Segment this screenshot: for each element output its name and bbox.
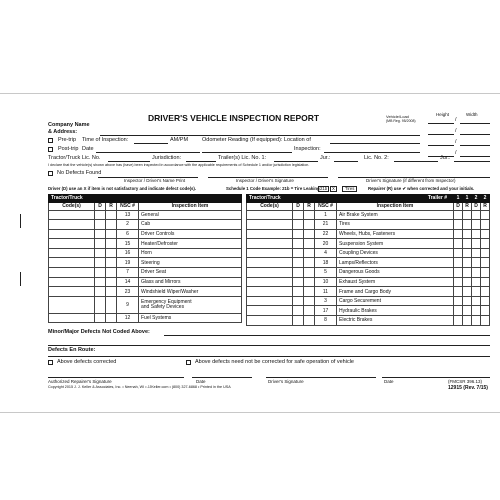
col-nsc: NSC # [315, 202, 337, 210]
nsc-cell: 14 [117, 277, 139, 287]
trailer1-driver-cell[interactable] [454, 306, 463, 316]
inspection-item-line2: and Safety Devices [141, 303, 185, 310]
inspection-item-cell: Windshield Wiper/Washer [139, 287, 242, 297]
driver-mark-cell[interactable] [95, 220, 106, 230]
inspection-item-cell: General [139, 210, 242, 220]
col-item: Inspection Item [337, 202, 454, 210]
trailer1-driver-cell[interactable] [454, 316, 463, 326]
nsc-cell: 1 [315, 210, 337, 220]
repairer-mark-cell[interactable] [304, 239, 315, 249]
width-label: Width [466, 112, 478, 117]
defects-en-route-label: Defects En Route: [48, 347, 96, 353]
pre-trip-label: Pre-trip [58, 137, 77, 143]
trailer1-driver-cell[interactable] [454, 220, 463, 230]
trailer2-repairer-cell[interactable] [481, 268, 490, 278]
inspection-item-cell: Horn [139, 248, 242, 258]
code-cell[interactable] [247, 287, 293, 297]
trailer1-driver-cell[interactable] [454, 287, 463, 297]
nsc-cell: 13 [117, 210, 139, 220]
inspection-item-cell: Cargo Securement [337, 296, 454, 306]
jurisdiction-field[interactable] [186, 161, 216, 162]
table-row [49, 210, 242, 220]
no-defects-checkbox[interactable] [48, 171, 53, 176]
col-codes: Code(s) [49, 202, 95, 210]
trailer2-driver-cell[interactable] [472, 277, 481, 287]
code-cell[interactable] [247, 258, 293, 268]
nsc-cell: 2 [117, 220, 139, 230]
driver-mark-cell[interactable] [95, 258, 106, 268]
table-row [247, 239, 490, 249]
col-trailer1-d: D [454, 202, 463, 210]
table-row [49, 277, 242, 287]
driver-mark-cell[interactable] [293, 277, 304, 287]
table-row [247, 287, 490, 297]
nsc-cell: 3 [315, 296, 337, 306]
lic-no-2-label: Lic. No. 2: [364, 155, 389, 161]
tractor-lic-label: Tractor/Truck Lic. No. [48, 155, 101, 161]
col-codes: Code(s) [247, 202, 293, 210]
inspection-item-cell: Air Brake System [337, 210, 454, 220]
nsc-cell: 10 [315, 277, 337, 287]
slash: / [455, 117, 457, 123]
code-cell[interactable] [247, 306, 293, 316]
repairer-mark-cell[interactable] [106, 313, 117, 323]
table-row [247, 268, 490, 278]
nsc-cell: 8 [315, 316, 337, 326]
repairer-mark-cell[interactable] [106, 239, 117, 249]
right-band-left: Tractor/Truck [249, 195, 281, 202]
trailer2-repairer-cell[interactable] [481, 316, 490, 326]
width-field-2[interactable] [460, 134, 490, 135]
lic-no-2-field[interactable] [394, 161, 438, 162]
jur-field[interactable] [334, 161, 358, 162]
repairer-mark-cell[interactable] [106, 248, 117, 258]
trailer1-repairer-cell[interactable] [463, 210, 472, 220]
minor-major-field-1[interactable] [164, 335, 490, 336]
bound-tick [20, 272, 21, 286]
copyright-text: Copyright 2015 J. J. Keller & Associates, Inc. • Neenah, WI • JJKeller.com • (800) 327-6868 • Printed in the USA [48, 385, 231, 389]
code-cell[interactable] [247, 220, 293, 230]
driver-mark-cell[interactable] [293, 258, 304, 268]
nsc-cell: 21 [315, 220, 337, 230]
trailer-num: 2 [472, 195, 481, 203]
width-field-4[interactable] [460, 156, 490, 157]
trailer1-repairer-cell[interactable] [463, 239, 472, 249]
col-trailer1-r: R [463, 202, 472, 210]
code-cell[interactable] [49, 287, 95, 297]
driver-mark-cell[interactable] [95, 248, 106, 258]
driver-mark-cell[interactable] [95, 239, 106, 249]
date-field-1[interactable] [192, 377, 252, 378]
time-of-inspection-label: Time of Inspection: [82, 137, 129, 143]
driver-mark-cell[interactable] [293, 306, 304, 316]
trailer-num: 1 [463, 195, 472, 203]
nsc-cell: 22 [315, 229, 337, 239]
nsc-cell: 23 [117, 287, 139, 297]
above-not-corrected-label: Above defects need not be corrected for safe operation of vehicle [195, 359, 354, 365]
nsc-cell: 15 [117, 239, 139, 249]
trailer-label: Trailer # [427, 195, 447, 202]
jur-field-2[interactable] [454, 161, 490, 162]
code-cell[interactable] [49, 268, 95, 278]
nsc-cell: 18 [315, 258, 337, 268]
trailer-lic-1-field[interactable] [274, 161, 318, 162]
driver-signature-bottom-field[interactable] [266, 377, 376, 378]
inspection-item-line1: Emergency Equipment [141, 298, 192, 305]
instruction-left: Driver (D) use an X if item is not satisfactory and indicate defect code(s). [48, 186, 197, 191]
slash: / [455, 139, 457, 145]
repairer-mark-cell[interactable] [304, 258, 315, 268]
inspection-item-cell: Hydraulic Brakes [337, 306, 454, 316]
height-field-2[interactable] [428, 134, 454, 135]
trailer1-repairer-cell[interactable] [463, 220, 472, 230]
bound-edge [2, 94, 12, 412]
bound-tick [20, 214, 21, 228]
nsc-cell: 9 [117, 296, 139, 313]
height-field-3[interactable] [428, 145, 454, 146]
repairer-mark-cell[interactable] [304, 277, 315, 287]
driver-mark-cell[interactable] [293, 268, 304, 278]
inspection-item-cell: Suspension System [337, 239, 454, 249]
trailer2-repairer-cell[interactable] [481, 220, 490, 230]
date-label-2: Date [384, 379, 394, 384]
repairer-mark-cell[interactable] [106, 296, 117, 313]
jurisdiction-label: Jurisdiction: [152, 155, 182, 161]
inspection-item-cell: Driver Controls [139, 229, 242, 239]
repairer-mark-cell[interactable] [304, 296, 315, 306]
repairer-sig-label: Authorized Repairer's Signature [48, 379, 112, 384]
inspection-label: Inspection: [294, 146, 321, 152]
col-trailer2-d: D [472, 202, 481, 210]
code-cell[interactable] [49, 258, 95, 268]
repairer-mark-cell[interactable] [106, 258, 117, 268]
table-row [247, 220, 490, 230]
table-row [49, 229, 242, 239]
ampm-label: AM/PM [170, 137, 189, 143]
col-trailer2-r: R [481, 202, 490, 210]
inspection-item-cell: Steering [139, 258, 242, 268]
odometer-field[interactable] [202, 152, 292, 153]
trailer1-repairer-cell[interactable] [463, 287, 472, 297]
table-row [49, 296, 242, 313]
trailer2-driver-cell[interactable] [472, 248, 481, 258]
inspection-item-cell: Dangerous Goods [337, 268, 454, 278]
example-x: X [332, 186, 335, 191]
repairer-mark-cell[interactable] [106, 287, 117, 297]
trailer2-repairer-cell[interactable] [481, 306, 490, 316]
code-cell[interactable] [49, 220, 95, 230]
pre-trip-checkbox[interactable] [48, 138, 53, 143]
trailer2-driver-cell[interactable] [472, 229, 481, 239]
nsc-cell: 12 [117, 313, 139, 323]
trailer-num: 2 [481, 195, 490, 203]
date-field[interactable] [96, 152, 200, 153]
driver-mark-cell[interactable] [293, 316, 304, 326]
trailer2-driver-cell[interactable] [472, 306, 481, 316]
above-not-corrected-checkbox[interactable] [186, 360, 191, 365]
trailer1-driver-cell[interactable] [454, 258, 463, 268]
code-cell[interactable] [49, 210, 95, 220]
trailer2-driver-cell[interactable] [472, 220, 481, 230]
inspection-item-cell: Electric Brakes [337, 316, 454, 326]
table-row [247, 248, 490, 258]
inspection-item-cell [139, 296, 242, 313]
trailer1-driver-cell[interactable] [454, 268, 463, 278]
trailer1-repairer-cell[interactable] [463, 296, 472, 306]
width-field-3[interactable] [460, 145, 490, 146]
table-row [247, 210, 490, 220]
instruction-right: Repairer (R) use ✔ when corrected and your initials. [368, 186, 475, 191]
code-cell[interactable] [49, 296, 95, 313]
table-row [49, 287, 242, 297]
trailer1-driver-cell[interactable] [454, 248, 463, 258]
minor-major-field-2[interactable] [48, 345, 490, 346]
code-cell[interactable] [247, 296, 293, 306]
tractor-lic-field[interactable] [108, 161, 150, 162]
table-row [49, 313, 242, 323]
table-row [247, 229, 490, 239]
trailer2-driver-cell[interactable] [472, 258, 481, 268]
example-label: Schedule 1 Code Example: 21b = Tire Leaking [226, 186, 320, 191]
code-cell[interactable] [49, 239, 95, 249]
left-table-band: Tractor/Truck [49, 195, 242, 203]
above-corrected-label: Above defects corrected [57, 359, 117, 365]
minor-major-label: Minor/Major Defects Not Coded Above: [48, 329, 150, 335]
code-cell[interactable] [247, 268, 293, 278]
trailer2-driver-cell[interactable] [472, 296, 481, 306]
table-row [49, 220, 242, 230]
inspector-print-label: Inspector / Driver's Name Print [124, 178, 186, 183]
company-name-label: Company Name [48, 122, 90, 128]
trailer1-repairer-cell[interactable] [463, 316, 472, 326]
trailer2-driver-cell[interactable] [472, 316, 481, 326]
address-label: & Address: [48, 129, 78, 135]
driver-sig-label-bottom: Driver's Signature [268, 379, 304, 384]
table-row [247, 316, 490, 326]
address-field[interactable] [100, 135, 420, 136]
trailer2-repairer-cell[interactable] [481, 296, 490, 306]
trailer2-repairer-cell[interactable] [481, 239, 490, 249]
inspection-item-cell: Lamps/Reflectors [337, 258, 454, 268]
inspection-item-cell: Coupling Devices [337, 248, 454, 258]
trailer1-repairer-cell[interactable] [463, 248, 472, 258]
repairer-mark-cell[interactable] [106, 220, 117, 230]
driver-mark-cell[interactable] [293, 210, 304, 220]
odometer-label: Odometer Reading (If equipped): Location of [202, 137, 311, 143]
trailer1-driver-cell[interactable] [454, 229, 463, 239]
trailer2-repairer-cell[interactable] [481, 277, 490, 287]
code-cell[interactable] [247, 316, 293, 326]
driver-mark-cell[interactable] [293, 296, 304, 306]
driver-mark-cell[interactable] [95, 268, 106, 278]
nsc-cell: 4 [315, 248, 337, 258]
repairer-mark-cell[interactable] [304, 268, 315, 278]
nsc-cell: 17 [315, 306, 337, 316]
nsc-cell: 6 [117, 229, 139, 239]
location-field[interactable] [330, 143, 420, 144]
driver-mark-cell[interactable] [95, 210, 106, 220]
col-item: Inspection Item [139, 202, 242, 210]
inspector-sig-label: Inspector / Driver's Signature [236, 178, 294, 183]
jur-label-2: Jur.: [440, 155, 451, 161]
table-row [49, 239, 242, 249]
trailer-lic-1-label: Trailer(s) Lic. No. 1: [218, 155, 267, 161]
inspection-item-cell: Tires [337, 220, 454, 230]
trailer1-repairer-cell[interactable] [463, 258, 472, 268]
inspection-item-cell: Exhaust System [337, 277, 454, 287]
repairer-mark-cell[interactable] [106, 277, 117, 287]
trailer1-repairer-cell[interactable] [463, 268, 472, 278]
driver-mark-cell[interactable] [293, 239, 304, 249]
repairer-mark-cell[interactable] [304, 220, 315, 230]
code-cell[interactable] [49, 248, 95, 258]
nsc-cell: 16 [117, 248, 139, 258]
trailer2-repairer-cell[interactable] [481, 210, 490, 220]
declaration-text: I declare that the vehicle(s) shown above has (have) been inspected in accordance with the applicable requirements of Schedule 1 and/or jurisdiction legislation. [48, 163, 310, 167]
repairer-mark-cell[interactable] [304, 248, 315, 258]
driver-mark-cell[interactable] [95, 287, 106, 297]
table-row [247, 306, 490, 316]
code-cell[interactable] [49, 313, 95, 323]
fmcsr-label: (FMCSR 396.13) [448, 379, 483, 384]
table-row [49, 268, 242, 278]
trailer-num: 1 [454, 195, 463, 203]
slash: / [455, 128, 457, 134]
driver-mark-cell[interactable] [95, 229, 106, 239]
post-trip-checkbox[interactable] [48, 147, 53, 152]
col-d: D [95, 202, 106, 210]
nsc-cell: 19 [117, 258, 139, 268]
jur-label: Jur.: [320, 155, 331, 161]
mb-reg-label: (MB Reg. 95/2008) [386, 119, 416, 123]
inspection-item-cell: Heater/Defroster [139, 239, 242, 249]
table-row [247, 296, 490, 306]
inspection-item-cell: Wheels, Hubs, Fasteners [337, 229, 454, 239]
nsc-cell: 20 [315, 239, 337, 249]
inspection-item-cell: Frame and Cargo Body [337, 287, 454, 297]
nsc-cell: 7 [117, 268, 139, 278]
inspection-item-cell: Glass and Mirrors [139, 277, 242, 287]
code-cell[interactable] [247, 239, 293, 249]
trailer2-repairer-cell[interactable] [481, 248, 490, 258]
driver-mark-cell[interactable] [95, 296, 106, 313]
trailer1-driver-cell[interactable] [454, 210, 463, 220]
col-r: R [304, 202, 315, 210]
trailer2-repairer-cell[interactable] [481, 258, 490, 268]
trailer2-repairer-cell[interactable] [481, 287, 490, 297]
trailer1-repairer-cell[interactable] [463, 229, 472, 239]
example-tires: Tires [342, 186, 357, 192]
inspection-form [0, 93, 500, 413]
trailer1-driver-cell[interactable] [454, 296, 463, 306]
time-field[interactable] [134, 143, 168, 144]
table-row [247, 258, 490, 268]
table-row [247, 277, 490, 287]
nsc-cell: 11 [315, 287, 337, 297]
inspection-item-cell: Cab [139, 220, 242, 230]
height-label: Height [436, 112, 450, 117]
form-title: DRIVER'S VEHICLE INSPECTION REPORT [148, 113, 320, 123]
col-d: D [293, 202, 304, 210]
defects-en-route-field[interactable] [48, 356, 490, 357]
date-label: Date [82, 146, 94, 152]
vehicle-load-label: Vehicle/Load [386, 114, 409, 119]
trailer2-driver-cell[interactable] [472, 268, 481, 278]
right-table-band [247, 195, 454, 203]
driver-mark-cell[interactable] [95, 313, 106, 323]
code-cell[interactable] [49, 277, 95, 287]
inspection-item-cell: Fuel Systems [139, 313, 242, 323]
repairer-mark-cell[interactable] [106, 268, 117, 278]
trailer2-repairer-cell[interactable] [481, 229, 490, 239]
code-cell[interactable] [247, 229, 293, 239]
driver-mark-cell[interactable] [95, 277, 106, 287]
driver-sig-label: Driver's Signature (if different from Inspector) [366, 178, 456, 183]
right-inspection-table [246, 194, 490, 326]
repairer-mark-cell[interactable] [304, 210, 315, 220]
repairer-mark-cell[interactable] [304, 287, 315, 297]
repairer-mark-cell[interactable] [106, 229, 117, 239]
date-label-1: Date [196, 379, 206, 384]
height-field-1[interactable] [428, 123, 454, 124]
post-trip-label: Post-trip [58, 146, 79, 152]
col-nsc: NSC # [117, 202, 139, 210]
repairer-mark-cell[interactable] [304, 316, 315, 326]
table-row [49, 258, 242, 268]
trailer1-driver-cell[interactable] [454, 277, 463, 287]
code-cell[interactable] [247, 248, 293, 258]
code-cell[interactable] [247, 210, 293, 220]
driver-mark-cell[interactable] [293, 220, 304, 230]
driver-mark-cell[interactable] [293, 229, 304, 239]
table-row [49, 248, 242, 258]
trailer2-driver-cell[interactable] [472, 287, 481, 297]
nsc-cell: 5 [315, 268, 337, 278]
example-code: 21b [320, 186, 328, 191]
trailer1-repairer-cell[interactable] [463, 306, 472, 316]
inspection-field[interactable] [324, 152, 420, 153]
left-inspection-table [48, 194, 242, 323]
code-cell[interactable] [247, 277, 293, 287]
col-r: R [106, 202, 117, 210]
repairer-mark-cell[interactable] [106, 210, 117, 220]
inspection-item-cell: Driver Seat [139, 268, 242, 278]
above-corrected-checkbox[interactable] [48, 360, 53, 365]
no-defects-label: No Defects Found [57, 170, 102, 176]
trailer1-repairer-cell[interactable] [463, 277, 472, 287]
repairer-mark-cell[interactable] [304, 229, 315, 239]
driver-mark-cell[interactable] [293, 248, 304, 258]
slash: / [455, 150, 457, 156]
repairer-mark-cell[interactable] [304, 306, 315, 316]
trailer2-driver-cell[interactable] [472, 239, 481, 249]
trailer2-driver-cell[interactable] [472, 210, 481, 220]
form-number: 12915 (Rev. 7/15) [448, 385, 488, 391]
trailer1-driver-cell[interactable] [454, 239, 463, 249]
width-field-1[interactable] [460, 123, 490, 124]
date-field-2[interactable] [382, 377, 490, 378]
code-cell[interactable] [49, 229, 95, 239]
driver-mark-cell[interactable] [293, 287, 304, 297]
repairer-signature-field[interactable] [48, 377, 184, 378]
